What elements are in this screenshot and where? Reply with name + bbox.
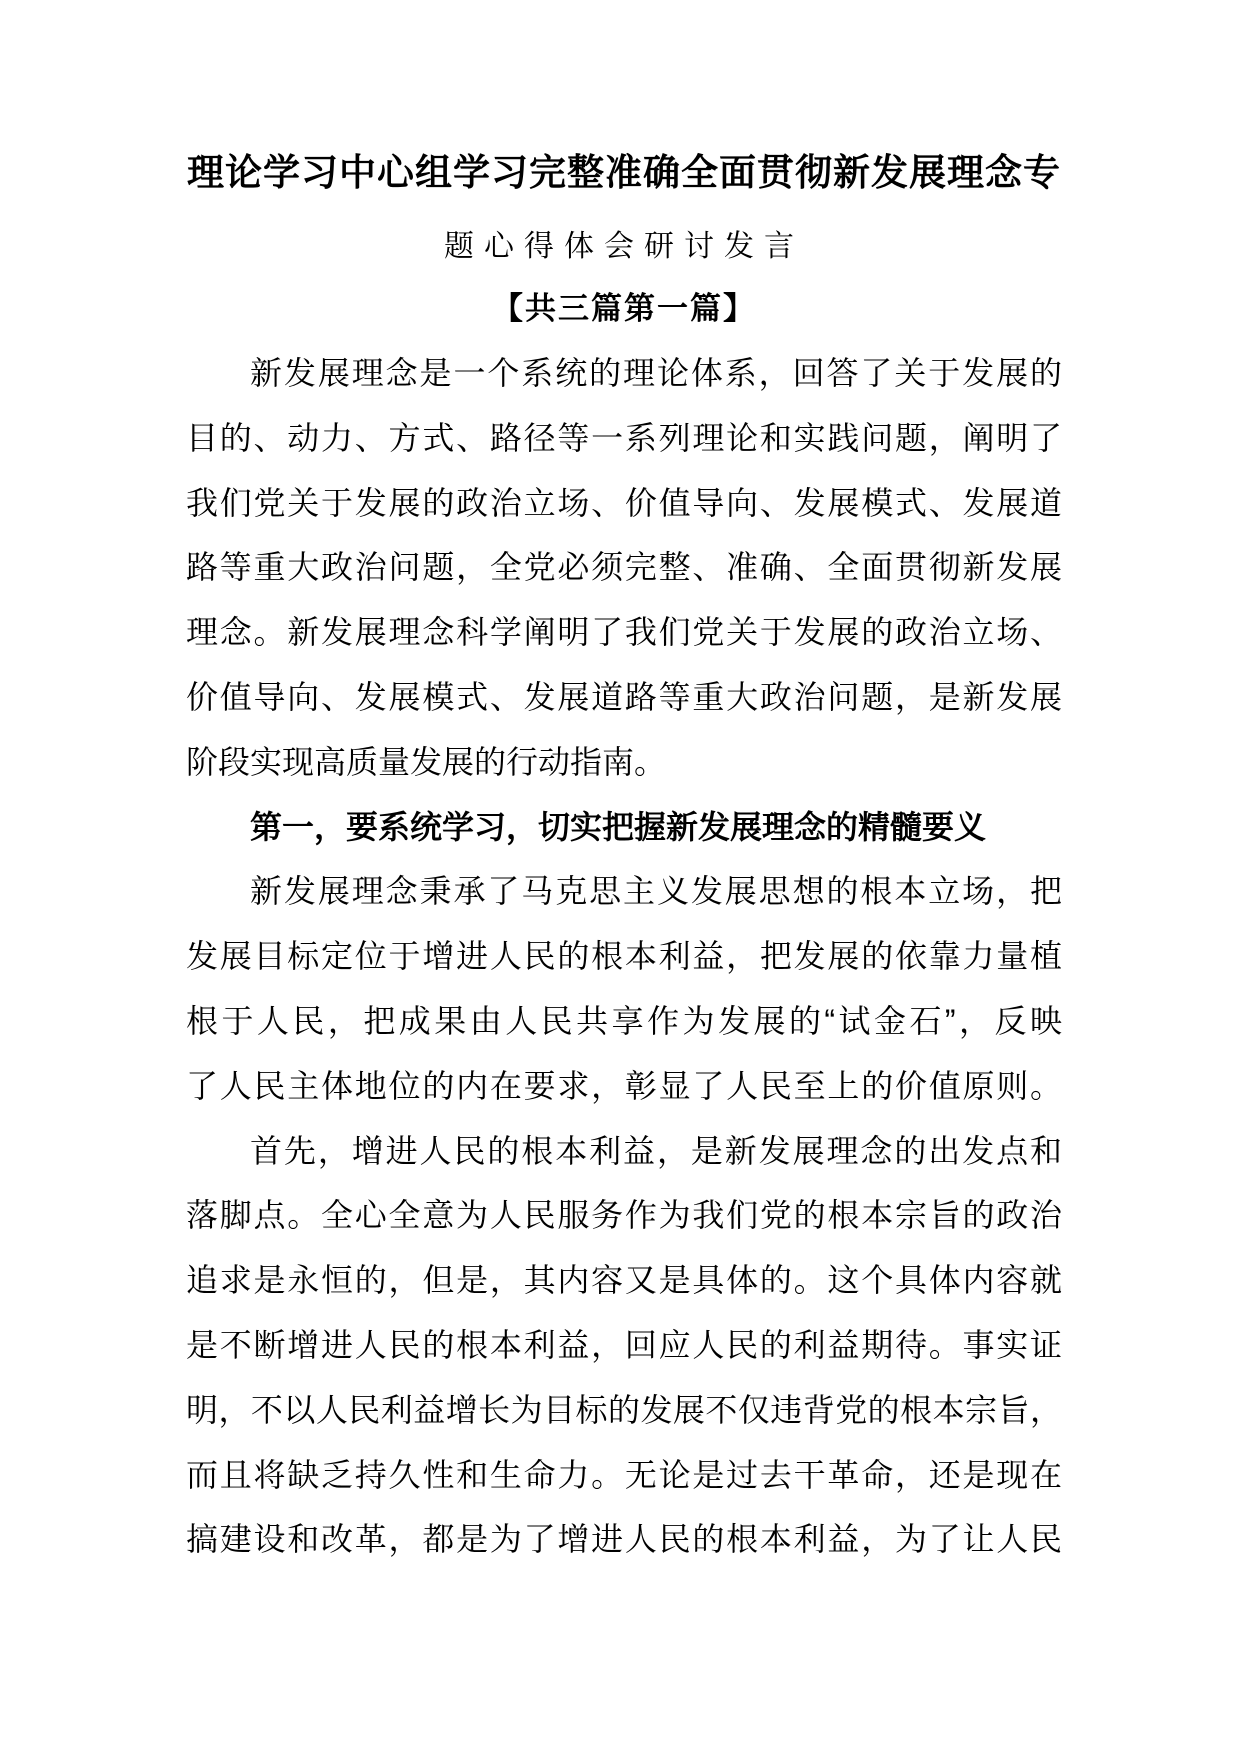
body-line: 而且将缺乏持久性和生命力。无论是过去干革命，还是现在 bbox=[186, 1456, 1062, 1493]
document-body bbox=[186, 341, 1062, 1572]
document-title-line-2: 题心得体会研讨发言 bbox=[444, 230, 804, 263]
paragraph-1 bbox=[186, 341, 1062, 795]
paragraph-3 bbox=[186, 1119, 1062, 1573]
body-line: 阶段实现高质量发展的行动指南。 bbox=[186, 743, 667, 780]
body-line: 目的、动力、方式、路径等一系列理论和实践问题，阐明了 bbox=[186, 419, 1062, 456]
paragraph-2 bbox=[186, 859, 1062, 1118]
body-line: 追求是永恒的，但是，其内容又是具体的。这个具体内容就 bbox=[186, 1262, 1062, 1299]
body-line: 明，不以人民利益增长为目标的发展不仅违背党的根本宗旨， bbox=[186, 1391, 1062, 1428]
body-line: 是不断增进人民的根本利益，回应人民的利益期待。事实证 bbox=[186, 1326, 1062, 1363]
body-line: 路等重大政治问题，全党必须完整、准确、全面贯彻新发展 bbox=[186, 549, 1062, 586]
section-heading-1: 第一，要系统学习，切实把握新发展理念的精髓要义 bbox=[250, 808, 987, 845]
body-line: 落脚点。全心全意为人民服务作为我们党的根本宗旨的政治 bbox=[186, 1197, 1062, 1234]
body-line: 首先，增进人民的根本利益，是新发展理念的出发点和 bbox=[250, 1132, 1062, 1169]
body-line: 理念。新发展理念科学阐明了我们党关于发展的政治立场、 bbox=[186, 614, 1062, 651]
body-line: 我们党关于发展的政治立场、价值导向、发展模式、发展道 bbox=[186, 484, 1062, 521]
document-content bbox=[186, 0, 1062, 1572]
body-line: 发展目标定位于增进人民的根本利益，把发展的依靠力量植 bbox=[186, 938, 1062, 975]
body-line: 价值导向、发展模式、发展道路等重大政治问题，是新发展 bbox=[186, 678, 1062, 715]
document-title-line-1: 理论学习中心组学习完整准确全面贯彻新发展理念专 bbox=[187, 152, 1061, 193]
body-line: 根于人民，把成果由人民共享作为发展的“试金石”，反映 bbox=[186, 1002, 1062, 1039]
body-line: 了人民主体地位的内在要求，彰显了人民至上的价值原则。 bbox=[186, 1067, 1062, 1104]
body-line: 新发展理念是一个系统的理论体系，回答了关于发展的 bbox=[250, 355, 1062, 391]
body-line: 新发展理念秉承了马克思主义发展思想的根本立场，把 bbox=[250, 873, 1062, 910]
series-badge: 【共三篇第一篇】 bbox=[492, 291, 756, 326]
body-line: 搞建设和改革，都是为了增进人民的根本利益，为了让人民 bbox=[186, 1521, 1062, 1558]
